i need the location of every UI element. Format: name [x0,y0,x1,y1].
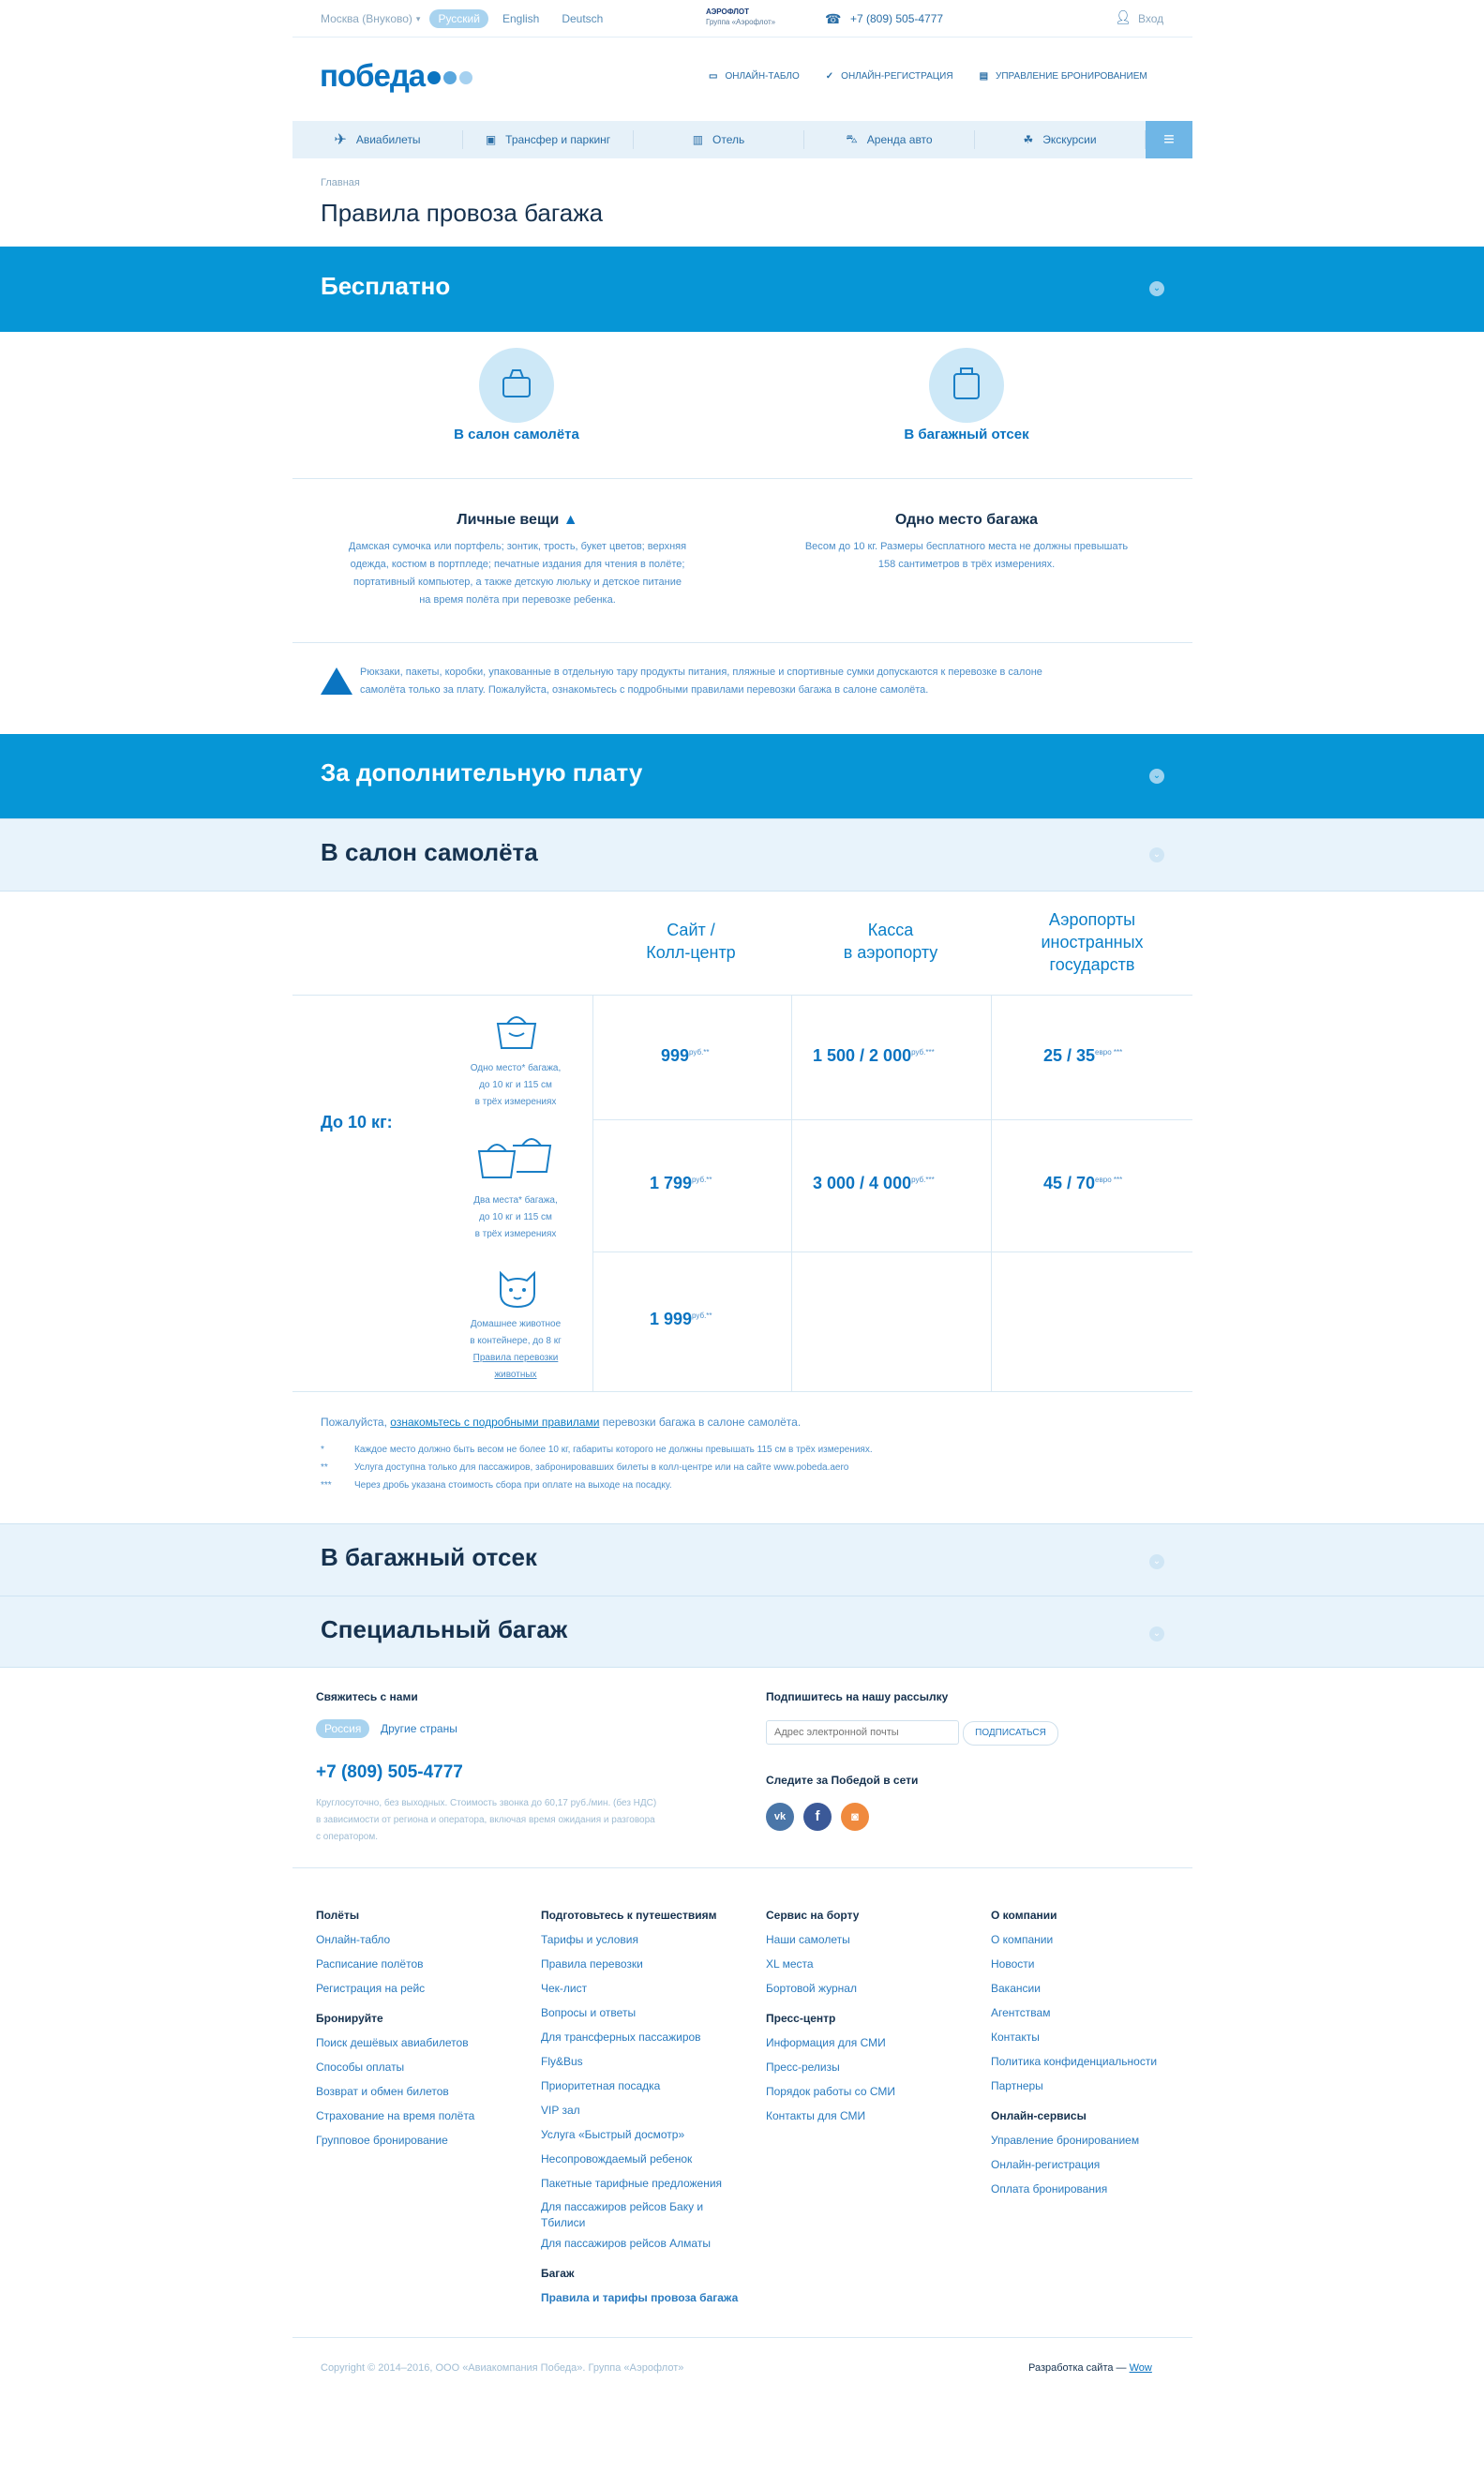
price-cell: 1 $799^{руб.**}$ [650,1174,712,1192]
price-cell: $45 / 70^{евро ***}$ [1043,1174,1123,1192]
footer-link[interactable]: Пресс-релизы [766,2061,840,2074]
pet-rules-link[interactable]: животных [494,1370,537,1380]
section-paid-header[interactable]: За дополнительную плату ⌄ [0,734,1484,818]
contact-title: Свяжитесь с нами [316,1690,418,1703]
footer-link[interactable]: Онлайн-табло [316,1933,391,1946]
footer-col-flights: Полёты Онлайн-табло Расписание полётов Регистрация на рейс Бронируйте Поиск дешёвых авиабилетов Способы оплаты Возврат и обмен билетов Страхование на время полёта Групповое бронирование [316,1903,474,2152]
city-select[interactable]: Москва (Внуково) [321,12,412,25]
suitcase-icon [929,348,1004,423]
two-bags-icon [475,1134,560,1186]
footer-link[interactable]: XL места [766,1957,814,1971]
footer-link[interactable]: Для пассажиров рейсов Алматы [541,2237,711,2250]
user-icon: 👤︎ [1115,9,1132,24]
footer-link[interactable]: Способы оплаты [316,2061,405,2074]
lang-en[interactable]: English [502,12,540,25]
language-switch [429,9,611,28]
cabin-label: В салон самолёта [454,427,579,442]
footer-link[interactable]: Тарифы и условия [541,1933,638,1946]
divider [292,2337,1192,2338]
footnotes: * Каждое место должно быть весом не более 10 кг, габариты которого не должны превышать 115 см в трёх измерениях. ** Услуга доступна только для пассажиров, забронировавших билеты в колл-центре или на сайте www.pobeda.aero *** Через дробь указана стоимость сбора при оплате на выходе на посадку. [321,1445,873,1491]
footer-link[interactable]: VIP зал [541,2104,580,2117]
nav-car[interactable]: ⛍ Аренда авто [804,130,975,149]
hold-paid-header[interactable]: В багажный отсек ⌄ [0,1523,1484,1596]
top-phone[interactable]: +7 (809) 505-4777 [850,12,944,25]
footer-link-active[interactable]: Правила и тарифы провоза багажа [541,2291,739,2304]
chevron-down-icon[interactable]: ⌄ [1149,1626,1164,1641]
footer-col-service: Сервис на борту Наши самолеты XL места Бортовой журнал Пресс-центр Информация для СМИ Пресс-релизы Порядок работы со СМИ Контакты для СМИ [766,1903,895,2128]
cabin-bag-icon [479,348,554,423]
personal-items-text: Дамская сумочка или портфель; зонтик, трость, букет цветов; верхняя одежда, костюм в портпледе; печатные издания для чтения в полёте; портативный компьютер, а также детскую люльку и детское питание на время полёта при перевозке ребенка. [348,541,687,606]
login-link[interactable]: Вход [1138,12,1164,25]
logo-dots [427,71,472,84]
plane-icon: ✈ [334,132,347,148]
row-desc: Домашнее животное в контейнере, до 8 кг Правила перевозки животных [441,1316,591,1384]
email-input[interactable] [766,1720,959,1745]
cabin-paid-header[interactable]: В салон самолёта ⌄ [0,818,1484,892]
footer-link[interactable]: Информация для СМИ [766,2036,886,2049]
footer-link[interactable]: Бортовой журнал [766,1982,857,1995]
divider [592,1251,1192,1252]
warning-text: Рюкзаки, пакеты, коробки, упакованные в отдельную тару продукты питания, пляжные и спортивные сумки допускаются к перевозке в салоне самолёта только за плату. Пожалуйста, ознакомьтесь с подробными правилами перевозки багажа в салоне самолёта. [360,667,1042,696]
ticket-icon: ▤ [979,71,989,82]
col-header-airport: Касса в аэропорту [843,921,938,962]
divider [292,1867,1192,1868]
pet-rules-link[interactable]: Правила перевозки [472,1353,559,1363]
row-desc: Одно место* багажа, до 10 кг и 115 см в трёх измерениях [470,1063,562,1107]
footer-link[interactable]: Новости [991,1957,1035,1971]
developer-link[interactable]: Wow [1129,2362,1152,2374]
top-bar [292,0,1192,37]
divider [791,995,792,1391]
footer-link[interactable]: Наши самолеты [766,1933,850,1946]
footer-link[interactable]: Контакты [991,2031,1040,2044]
nav-flights[interactable]: ✈ Авиабилеты [292,130,463,149]
contact-tab-other[interactable]: Другие страны [381,1722,457,1735]
vk-icon[interactable]: vk [766,1803,794,1831]
price-cell: 1 $999^{руб.**}$ [650,1310,712,1328]
contact-desc: Круглосуточно, без выходных. Стоимость звонка до 60,17 руб./мин. (без НДС) в зависимости от региона и оператора, включая время ожидания и разговора с оператором. [316,1798,657,1842]
lang-de[interactable]: Deutsch [562,12,604,25]
bag-icon [494,1011,539,1057]
row-desc: Два места* багажа, до 10 кг и 115 см в трёх измерениях [473,1195,558,1239]
check-icon: ✓ [825,71,834,82]
footer-link[interactable]: Пакетные тарифные предложения [541,2177,723,2190]
menu-icon[interactable]: ≡ [1146,121,1192,158]
logo[interactable]: победа [320,58,472,94]
bus-icon: ▣ [485,133,497,146]
nav-excursions[interactable]: ☘ Экскурсии [975,130,1146,149]
palm-icon: ☘ [1023,133,1034,146]
bag-title: Одно место багажа [894,512,1039,528]
subscribe-title: Подпишитесь на нашу рассылку [766,1690,949,1703]
divider [592,995,593,1391]
footer-link[interactable]: Политика конфиденциальности [991,2055,1158,2068]
footer-link[interactable]: Поиск дешёвых авиабилетов [316,2036,469,2049]
footer-link[interactable]: Оплата бронирования [991,2182,1108,2196]
footer-link[interactable]: Правила перевозки [541,1957,643,1971]
nav-transfer[interactable]: ▣ Трансфер и паркинг [463,130,634,149]
footer-link[interactable]: Fly&Bus [541,2055,583,2068]
weight-label: До 10 кг: [321,1113,393,1132]
footer-link[interactable]: Тбилиси [541,2216,586,2229]
chevron-down-icon[interactable]: ⌄ [1149,769,1164,784]
hold-label: В багажный отсек [904,427,1029,442]
col-header-foreign: Аэропорты иностранных государств [1041,910,1144,974]
footer-link[interactable]: Управление бронированием [991,2134,1140,2147]
footer-link[interactable]: Партнеры [991,2079,1043,2092]
footer-link[interactable]: Для трансферных пассажиров [541,2031,701,2044]
bag-text: Весом до 10 кг. Размеры бесплатного места не должны превышать 158 сантиметров в трёх измерениях. [804,541,1129,570]
footer-link[interactable]: Регистрация на рейс [316,1982,426,1995]
footer-link[interactable]: Для пассажиров рейсов Баку и [541,2200,704,2213]
footer-link[interactable]: Групповое бронирование [316,2134,448,2147]
footer-link[interactable]: Чек-лист [541,1982,588,1995]
divider [292,995,1192,996]
footer-link[interactable]: Возврат и обмен билетов [316,2085,449,2098]
footer-col-company: О компании О компании Новости Вакансии Агентствам Контакты Политика конфиденциальности Партнеры Онлайн-сервисы Управление бронированием Онлайн-регистрация Оплата бронирования [991,1903,1157,2201]
developer-credit: Разработка сайта — Wow [1028,2362,1152,2374]
header-link-checkin[interactable]: ✓ ОНЛАЙН-РЕГИСТРАЦИЯ [825,71,953,82]
cabin-rules-link[interactable]: ознакомьтесь с подробными правилами [390,1416,600,1429]
price-cell: 3 000 / 4 $000^{руб.***}$ [813,1174,935,1192]
divider [592,1119,1192,1120]
footer-link[interactable]: Несопровождаемый ребенок [541,2152,693,2166]
special-baggage-header[interactable]: Специальный багаж ⌄ [0,1596,1484,1668]
footer-link[interactable]: Страхование на время полёта [316,2109,475,2122]
divider [292,642,1192,643]
cabin-rules-note: Пожалуйста, ознакомьтесь с подробными правилами перевозки багажа в салоне самолёта. [321,1416,802,1429]
warning-icon: ▲ [562,512,578,528]
footer-col-prepare: Подготовьтесь к путешествиям Тарифы и условия Правила перевозки Чек-лист Вопросы и ответы Для трансферных пассажиров Fly&Bus Приоритетная посадка VIP зал Услуга «Быстрый досмотр» Несопровождаемый ребенок Пакетные тарифные предложения Для пассажиров рейсов Баку и Тбилиси Для пассажиров рейсов Алматы Багаж Правила и тарифы провоза багажа [541,1903,738,2310]
price-cell: $999^{руб.**}$ [661,1046,710,1065]
header-link-board[interactable]: ▭ ОНЛАЙН-ТАБЛО [709,71,800,82]
chevron-down-icon[interactable]: ⌄ [1149,1554,1164,1569]
chevron-down-icon[interactable]: ▾ [415,13,421,23]
section-free-header[interactable]: Бесплатно ⌄ [0,247,1484,332]
divider [292,478,1192,479]
copyright: Copyright © 2014–2016, ООО «Авиакомпания Победа». Группа «Аэрофлот» [321,2362,684,2374]
divider [991,995,992,1391]
price-cell: 1 500 / 2 $000^{руб.***}$ [813,1046,935,1065]
monitor-icon: ▭ [709,71,718,82]
footer-link[interactable]: Контакты для СМИ [766,2109,866,2122]
nav-hotel[interactable]: ▥ Отель [634,130,804,149]
header-links [709,71,1147,82]
chevron-down-icon[interactable]: ⌄ [1149,847,1164,862]
footer-link[interactable]: Онлайн-регистрация [991,2158,1101,2171]
chevron-down-icon[interactable]: ⌄ [1149,281,1164,296]
footer-link[interactable]: Расписание полётов [316,1957,424,1971]
page-title: Правила провоза багажа [321,199,604,227]
contact-phone[interactable]: +7 (809) 505-4777 [316,1762,463,1782]
contact-tab-russia[interactable]: Россия [316,1719,369,1738]
subscribe-button[interactable]: ПОДПИСАТЬСЯ [963,1721,1058,1746]
car-icon: ⛍ [846,132,858,145]
warning-icon [321,667,352,695]
footer-link[interactable]: О компании [991,1933,1054,1946]
col-header-site: Сайт / Колл-центр [646,921,736,962]
breadcrumb[interactable]: Главная [321,177,360,188]
footer-link[interactable]: Услуга «Быстрый досмотр» [541,2128,685,2141]
price-cell: $25 / 35^{евро ***}$ [1043,1046,1123,1065]
facebook-icon[interactable]: f [803,1803,832,1831]
footer-link[interactable]: Приоритетная посадка [541,2079,661,2092]
footer-link[interactable]: Порядок работы со СМИ [766,2085,895,2098]
divider [292,1391,1192,1392]
social-title: Следите за Победой в сети [766,1774,919,1787]
cat-icon [495,1266,540,1315]
main-nav [292,121,1192,158]
aeroflot-logo[interactable]: АЭРОФЛОТ Группа «Аэрофлот» [706,7,776,26]
personal-items-title: Личные вещи ▲ [457,512,578,528]
phone-icon: ☎ [825,11,842,26]
header-link-manage[interactable]: ▤ УПРАВЛЕНИЕ БРОНИРОВАНИЕМ [979,71,1147,82]
footer-link[interactable]: Агентствам [991,2006,1051,2019]
lang-ru[interactable]: Русский [429,9,488,28]
footer-link[interactable]: Вакансии [991,1982,1041,1995]
hotel-icon: ▥ [692,133,704,146]
instagram-icon[interactable]: ◙ [841,1803,869,1831]
footer-link[interactable]: Вопросы и ответы [541,2006,637,2019]
